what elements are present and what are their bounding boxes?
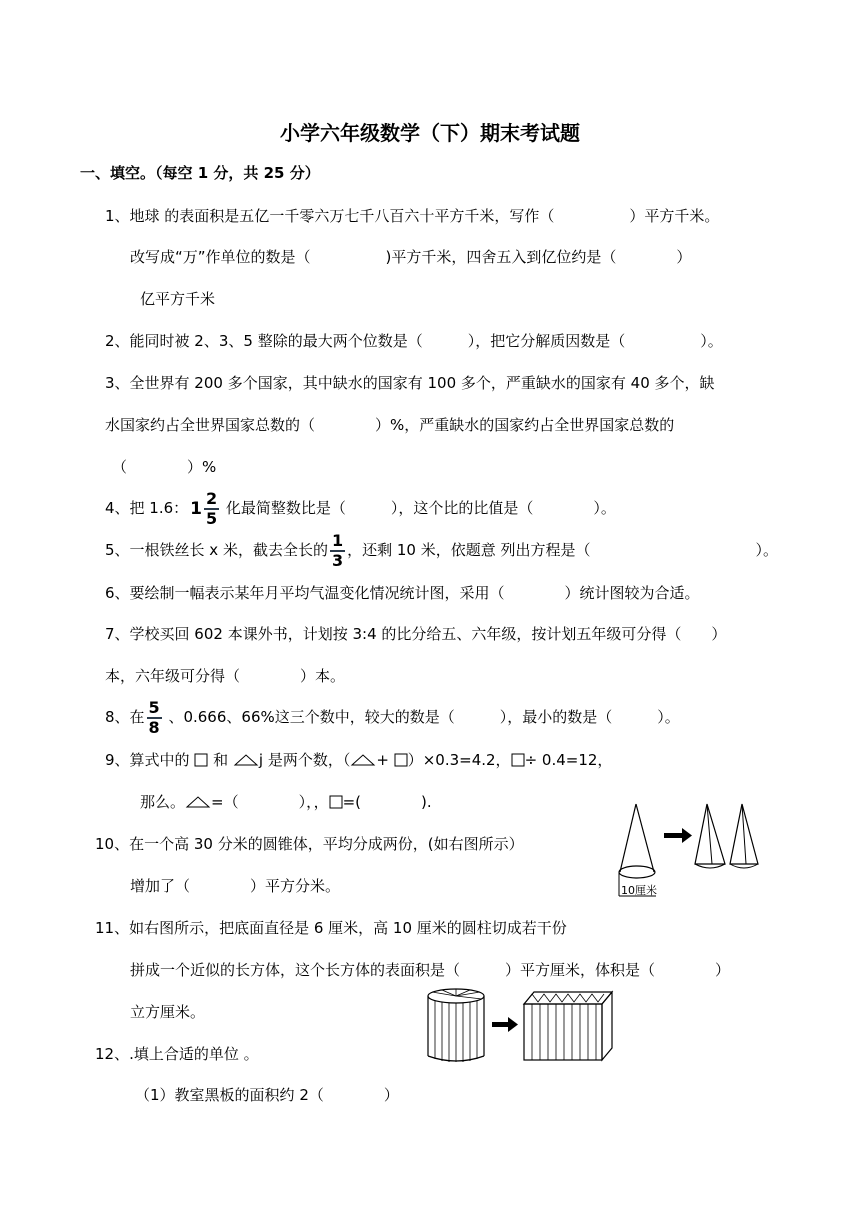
question-5 — [105, 532, 778, 569]
fraction-one-third — [330, 530, 345, 570]
question-6: 6、要绘制一幅表示某年月平均气温变化情况统计图，采用（ ）统计图较为合适。 — [105, 584, 700, 602]
question-5-suffix: ，还剩 10 米，依题意 列出方程是（ ）。 — [347, 541, 779, 559]
question-3-line-1: 3、全世界有 200 多个国家，其中缺水的国家有 100 多个，严重缺水的国家有 40 多个，缺 — [105, 374, 715, 392]
fraction-numerator: 2 — [206, 488, 218, 508]
question-12: 12、.填上合适的单位 。 — [95, 1045, 259, 1063]
fraction-denominator: 5 — [206, 508, 218, 528]
triangle-symbol-icon — [350, 753, 376, 767]
fraction-numerator: 1 — [331, 530, 344, 550]
square-symbol-icon — [511, 753, 525, 767]
arrow-shaft — [492, 1022, 510, 1027]
fraction-five-eighths — [147, 697, 162, 737]
fraction-two-fifths — [204, 488, 219, 528]
question-8-suffix: 、0.666、66%这三个数中，较大的数是（ ），最小的数是（ ）。 — [163, 708, 680, 726]
question-12-sub-1: （1）教室黑板的面积约 2（ ） — [135, 1086, 399, 1104]
triangle-symbol-icon — [185, 795, 211, 809]
question-9-line-2 — [140, 792, 432, 812]
cone-base — [619, 866, 655, 878]
question-8 — [105, 699, 680, 736]
mixed-number-whole: 1 — [190, 498, 203, 519]
question-7-line-1: 7、学校买回 602 本课外书，计划按 3:4 的比分给五、六年级，按计划五年级可分得（ ） — [105, 625, 727, 643]
square-symbol-icon — [394, 753, 408, 767]
triangle-symbol-icon — [233, 753, 259, 767]
question-3-line-2: 水国家约占全世界国家总数的（ ）%，严重缺水的国家约占全世界国家总数的 — [105, 416, 675, 434]
question-9-text-a: 9、算式中的 — [105, 751, 190, 769]
cuboid-side — [602, 992, 612, 1060]
question-9-text-i: =( ). — [342, 793, 432, 811]
question-1-line-1: 1、地球 的表面积是五亿一千零六万七千八百六十平方千米，写作（ ）平方千米。 — [105, 207, 720, 225]
arrow-shaft — [664, 833, 684, 838]
question-1-line-2: 改写成“万”作单位的数是（ )平方千米，四舍五入到亿位约是（ ） — [130, 248, 692, 266]
cone-split-figure — [612, 800, 777, 902]
arrow-head-icon — [682, 828, 692, 843]
question-4-suffix: 化最简整数比是（ ），这个比的比值是（ ）。 — [221, 499, 616, 517]
question-9-text-c: j 是两个数，（ — [258, 751, 351, 769]
cuboid-front — [524, 1004, 602, 1060]
section-heading-fill-blank: 一、填空。（每空 1 分，共 25 分） — [80, 164, 320, 182]
question-5-prefix: 5、一根铁丝长 x 米，截去全长的 — [105, 541, 328, 559]
cylinder-to-cuboid-figure — [422, 986, 622, 1068]
question-9-text-g: 那么。 — [140, 793, 186, 811]
question-9-text-h: =（ ），， — [211, 793, 329, 811]
cone-edge — [620, 804, 636, 872]
arrow-head-icon — [508, 1017, 518, 1032]
question-4-prefix: 4、把 1.6： — [105, 499, 189, 517]
cylinder-slices — [432, 989, 482, 1062]
fraction-numerator: 5 — [148, 697, 160, 717]
page-title: 小学六年级数学（下）期末考试题 — [280, 121, 580, 145]
question-9-text-d: + — [376, 751, 389, 769]
question-9-text-b: 和 — [213, 751, 229, 769]
question-9-text-f: ÷ 0.4=12， — [524, 751, 613, 769]
question-10-line-2: 增加了（ ）平方分米。 — [130, 877, 341, 895]
question-2: 2、能同时被 2、3、5 整除的最大两个位数是（ ），把它分解质因数是（ ）。 — [105, 332, 723, 350]
question-11-line-2: 拼成一个近似的长方体，这个长方体的表面积是（ ）平方厘米，体积是（ ） — [130, 961, 731, 979]
cone-dimension-label: 10厘米 — [621, 884, 657, 897]
square-symbol-icon — [329, 795, 343, 809]
question-3-line-3: （ ）% — [112, 458, 217, 476]
question-9-line-1 — [105, 750, 612, 770]
question-10-line-1: 10、在一个高 30 分米的圆锥体，平均分成两份，(如右图所示） — [95, 835, 524, 853]
fraction-denominator: 3 — [331, 550, 344, 570]
question-11-line-3: 立方厘米。 — [130, 1003, 206, 1021]
question-8-prefix: 8、在 — [105, 708, 145, 726]
fraction-denominator: 8 — [148, 717, 160, 737]
question-4 — [105, 490, 616, 527]
cone-edge — [636, 804, 654, 872]
question-1-line-3: 亿平方千米 — [140, 290, 216, 308]
question-7-line-2: 本，六年级可分得（ ）本。 — [105, 667, 346, 685]
square-symbol-icon — [194, 753, 208, 767]
question-11-line-1: 11、如右图所示，把底面直径是 6 厘米，高 10 厘米的圆柱切成若干份 — [95, 919, 567, 937]
question-9-text-e: ）×0.3=4.2， — [407, 751, 511, 769]
